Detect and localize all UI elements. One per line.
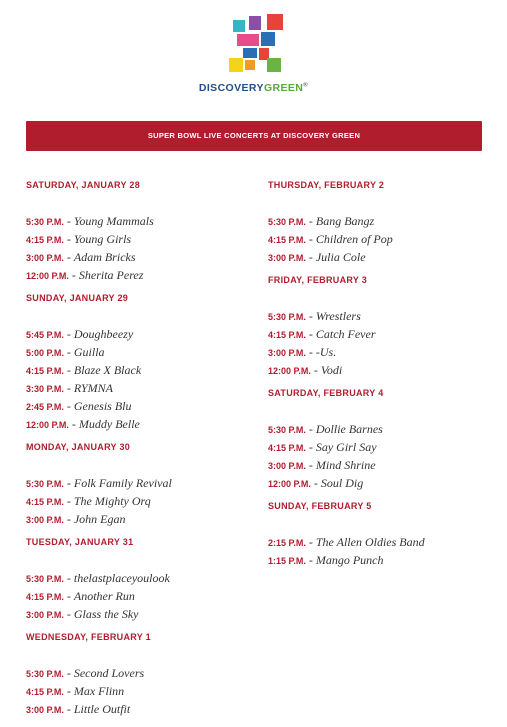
show-time: 5:00 P.M. [26,348,64,358]
act-name: Mind Shrine [315,458,376,472]
show-time: 4:15 P.M. [26,687,64,697]
day-group [26,293,251,433]
separator-dash: - [63,214,74,228]
separator-dash: - [63,381,74,395]
day-heading: SATURDAY, JANUARY 28 [26,180,141,190]
act-name: Adam Bricks [73,250,136,264]
act-name: Doughbeezy [73,327,134,341]
banner-title: SUPER BOWL LIVE CONCERTS AT DISCOVERY GREEN [147,131,361,140]
show-row [26,230,251,248]
act-name: Wrestlers [315,309,361,323]
show-time: 3:00 P.M. [26,253,64,263]
day-group [268,180,493,266]
act-name: Genesis Blu [73,399,132,413]
show-time: 3:00 P.M. [26,610,64,620]
act-name: Mango Punch [315,553,384,567]
act-name: The Mighty Orq [73,494,151,508]
show-time: 5:30 P.M. [26,669,64,679]
act-name: Second Lovers [73,666,145,680]
schedule-left-column [26,180,251,727]
show-row [26,664,251,682]
day-heading: SUNDAY, JANUARY 29 [26,293,129,303]
show-row [268,551,493,569]
separator-dash: - [63,232,74,246]
show-row [26,415,251,433]
show-time: 5:30 P.M. [268,312,306,322]
logo-wordmark [0,82,507,94]
show-time: 12:00 P.M. [26,271,69,281]
show-row [268,343,493,361]
day-heading: SUNDAY, FEBRUARY 5 [268,501,372,511]
act-name: Another Run [73,589,135,603]
show-row [268,438,493,456]
show-row [268,456,493,474]
act-name: Say Girl Say [315,440,377,454]
show-time: 5:30 P.M. [268,217,306,227]
show-time: 4:15 P.M. [268,330,306,340]
separator-dash: - [305,458,316,472]
separator-dash: - [63,476,74,490]
separator-dash: - [63,399,74,413]
show-row [26,569,251,587]
show-time: 3:00 P.M. [268,253,306,263]
show-time: 12:00 P.M. [268,366,311,376]
show-row [26,700,251,718]
show-row [268,533,493,551]
act-name: The Allen Oldies Band [315,535,425,549]
act-name: Young Mammals [73,214,154,228]
show-row [26,474,251,492]
separator-dash: - [63,684,74,698]
show-row [268,212,493,230]
separator-dash: - [68,417,79,431]
act-name: RYMNA [73,381,113,395]
act-name: -Us. [315,345,337,359]
show-time: 2:15 P.M. [268,538,306,548]
act-name: John Egan [73,512,126,526]
separator-dash: - [63,666,74,680]
separator-dash: - [63,607,74,621]
schedule-right-column [268,180,493,578]
show-row [268,307,493,325]
act-name: Young Girls [73,232,132,246]
show-row [26,510,251,528]
separator-dash: - [305,327,316,341]
day-heading: THURSDAY, FEBRUARY 2 [268,180,385,190]
show-row [26,587,251,605]
show-time: 1:15 P.M. [268,556,306,566]
show-time: 5:30 P.M. [26,217,64,227]
act-name: Vodi [320,363,343,377]
separator-dash: - [305,232,316,246]
show-time: 12:00 P.M. [268,479,311,489]
show-row [26,325,251,343]
act-name: Muddy Belle [78,417,140,431]
act-name: Julia Cole [315,250,366,264]
show-time: 12:00 P.M. [26,420,69,430]
show-row [268,474,493,492]
show-row [26,248,251,266]
separator-dash: - [310,476,321,490]
show-time: 3:00 P.M. [26,515,64,525]
show-time: 4:15 P.M. [26,497,64,507]
show-row [26,397,251,415]
separator-dash: - [305,553,316,567]
separator-dash: - [305,250,316,264]
separator-dash: - [63,250,74,264]
separator-dash: - [63,494,74,508]
show-row [268,248,493,266]
day-group [268,275,493,379]
day-heading: SATURDAY, FEBRUARY 4 [268,388,384,398]
act-name: Catch Fever [315,327,376,341]
separator-dash: - [305,345,316,359]
act-name: Children of Pop [315,232,393,246]
separator-dash: - [63,571,74,585]
separator-dash: - [305,214,316,228]
act-name: Folk Family Revival [73,476,172,490]
act-name: Blaze X Black [73,363,142,377]
separator-dash: - [63,702,74,716]
act-name: Glass the Sky [73,607,139,621]
day-group [26,537,251,623]
separator-dash: - [305,309,316,323]
show-time: 4:15 P.M. [26,366,64,376]
show-time: 3:00 P.M. [268,348,306,358]
show-row [268,420,493,438]
show-row [26,605,251,623]
day-group [268,388,493,492]
show-row [26,212,251,230]
title-banner [26,121,482,151]
logo-word-green: GREEN [263,82,304,94]
day-heading: WEDNESDAY, FEBRUARY 1 [26,632,151,642]
act-name: Dollie Barnes [315,422,383,436]
show-time: 3:30 P.M. [26,384,64,394]
show-time: 5:30 P.M. [26,479,64,489]
day-group [26,180,251,284]
separator-dash: - [63,345,74,359]
separator-dash: - [310,363,321,377]
show-time: 4:15 P.M. [268,235,306,245]
separator-dash: - [305,440,316,454]
day-heading: MONDAY, JANUARY 30 [26,442,131,452]
separator-dash: - [63,512,74,526]
show-time: 3:00 P.M. [26,705,64,715]
day-group [26,442,251,528]
separator-dash: - [63,363,74,377]
show-row [26,343,251,361]
act-name: Sherita Perez [78,268,144,282]
day-group [268,501,493,569]
show-time: 5:30 P.M. [26,574,64,584]
show-time: 5:45 P.M. [26,330,64,340]
show-time: 4:15 P.M. [26,592,64,602]
show-row [26,682,251,700]
show-row [26,266,251,284]
show-row [26,379,251,397]
show-row [26,361,251,379]
separator-dash: - [63,327,74,341]
act-name: thelastplaceyoulook [73,571,170,585]
show-time: 4:15 P.M. [268,443,306,453]
act-name: Guilla [73,345,105,359]
separator-dash: - [63,589,74,603]
act-name: Little Outfit [73,702,131,716]
act-name: Bang Bangz [315,214,375,228]
separator-dash: - [68,268,79,282]
act-name: Soul Dig [320,476,364,490]
show-time: 4:15 P.M. [26,235,64,245]
show-time: 2:45 P.M. [26,402,64,412]
day-heading: FRIDAY, FEBRUARY 3 [268,275,368,285]
logo-mosaic-icon [227,14,289,76]
show-row [268,325,493,343]
registered-mark: ® [303,82,309,89]
separator-dash: - [305,422,316,436]
separator-dash: - [305,535,316,549]
show-row [268,230,493,248]
day-heading: TUESDAY, JANUARY 31 [26,537,134,547]
discovery-green-logo [0,14,507,104]
show-time: 3:00 P.M. [268,461,306,471]
show-row [26,492,251,510]
logo-word-discovery: DISCOVERY [198,82,264,94]
day-group [26,632,251,718]
show-row [268,361,493,379]
act-name: Max Flinn [73,684,125,698]
show-time: 5:30 P.M. [268,425,306,435]
